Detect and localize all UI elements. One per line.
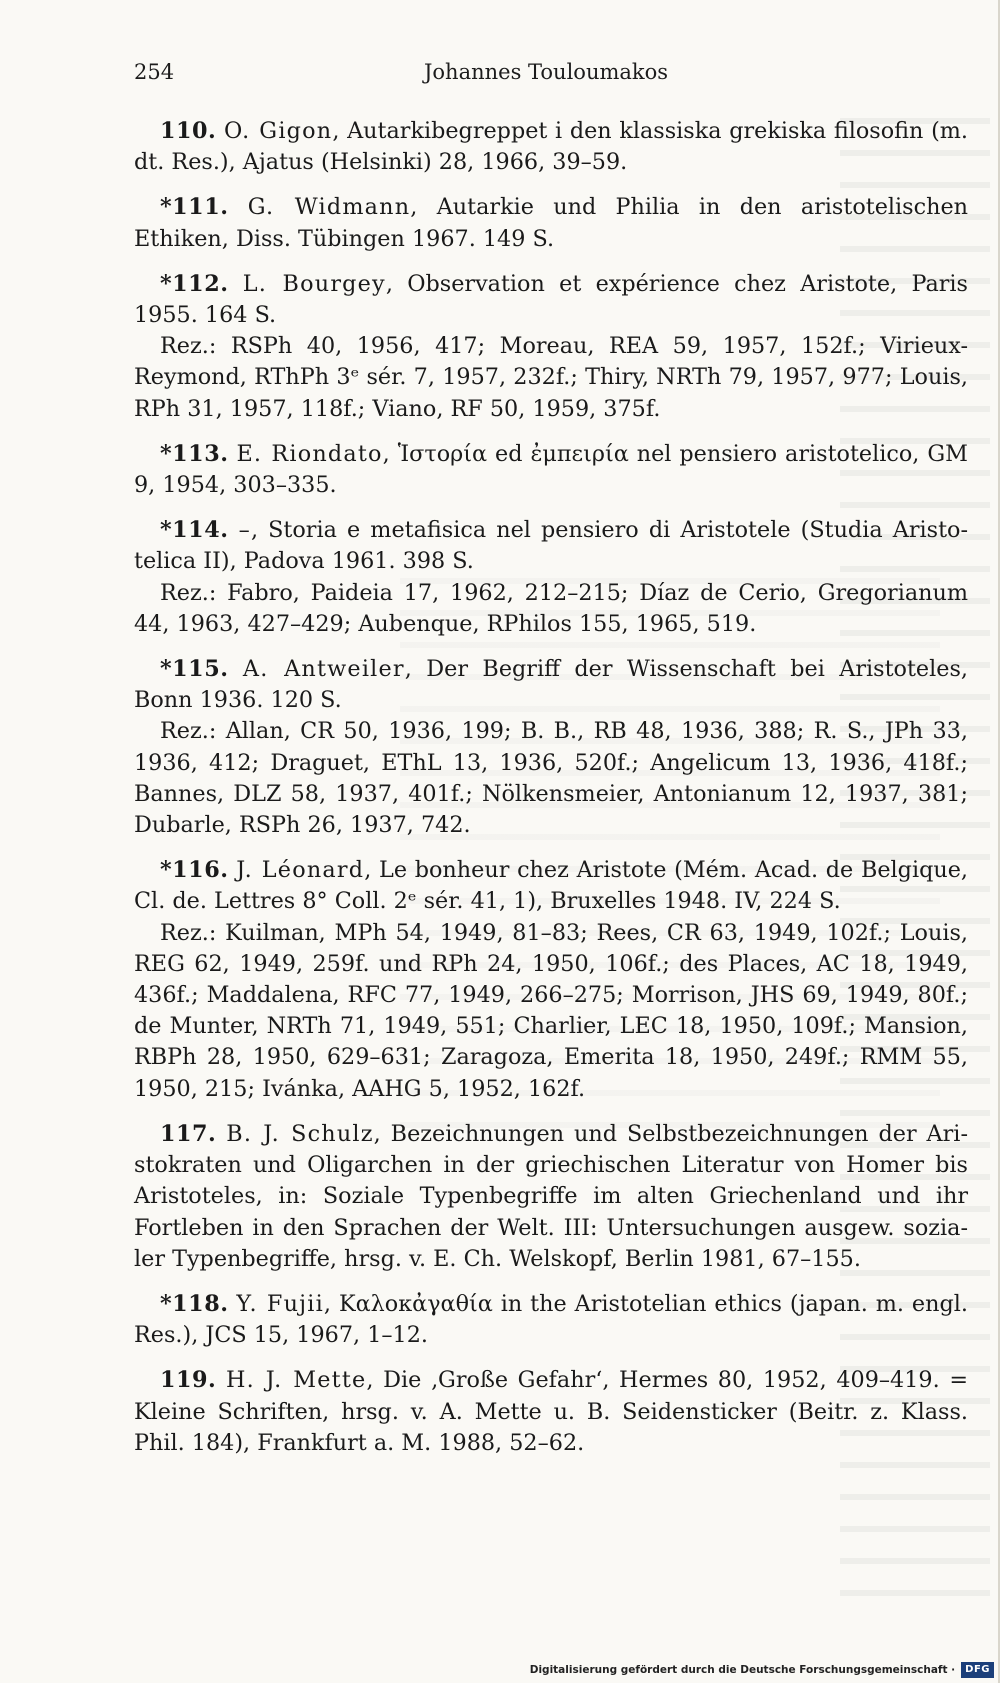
entry-citation (134, 269, 968, 331)
bibliography-entry (134, 1365, 968, 1459)
entry-text: , Storia e metafisica nel pensiero di Aristotele (Studia Aristotelica II), Padova 1961. 398 S. (134, 517, 969, 575)
entry-text: , Der Begriff der Wissenschaft bei Aristoteles, Bonn 1936. 120 S. (134, 656, 968, 714)
entry-number: 110. (160, 118, 217, 144)
entry-text: , Autarkibegreppet i den klassiska grekiska filosofin (m. dt. Res.), Ajatus (Helsinki) 28, 1966, 39–59. (134, 118, 968, 176)
entry-citation (134, 515, 968, 577)
entry-author: H. J. Mette (225, 1367, 367, 1394)
bibliography-list (134, 116, 968, 1473)
bibliography-entry (134, 116, 968, 178)
bibliography-entry (134, 1119, 968, 1275)
entry-author: Y. Fujii (236, 1290, 324, 1317)
entry-number: *116. (160, 857, 229, 884)
credit-text: Digitalisierung gefördert durch die Deutsche Forschungsgemeinschaft · (529, 1664, 956, 1676)
dfg-logo: DFG (961, 1662, 994, 1678)
entry-number: *114. (160, 517, 229, 544)
entry-review: Rez.: Fabro, Paideia 17, 1962, 212–215; Díaz de Cerio, Gregorianum 44, 1963, 427–429; Aubenque, RPhilos 155, 1965, 519. (134, 579, 968, 637)
entry-number: 117. (160, 1120, 217, 1147)
entry-review: Rez.: RSPh 40, 1956, 417; Moreau, REA 59, 1957, 152f.; Virieux-Reymond, RThPh 3ᵉ sér. 7, 1957, 232f.; Thiry, NRTh 79, 1957, 977; Louis, RPh 31, 1957, 118f.; Viano, RF 50, 1959, 375f. (134, 333, 968, 422)
entry-text: , Καλοκἀγαθία in the Aristotelian ethics (japan. m. engl. Res.), JCS 15, 1967, 1–12. (134, 1290, 968, 1349)
bibliography-entry (134, 269, 968, 425)
entry-author: O. Gigon (223, 118, 333, 144)
entry-citation (134, 1289, 968, 1351)
entry-number: *118. (160, 1290, 229, 1317)
entry-citation (134, 1119, 968, 1275)
entry-text: , Ἱστορία ed ἐμπειρία nel pensiero aristotelico, GM 9, 1954, 303–335. (134, 440, 968, 499)
entry-citation (134, 192, 968, 254)
bibliography-entry (134, 654, 968, 841)
entry-number: *113. (160, 440, 229, 467)
entry-author: A. Antweiler (242, 656, 405, 683)
page-header (134, 58, 968, 92)
entry-review: Rez.: Kuilman, MPh 54, 1949, 81–83; Rees, CR 63, 1949, 102f.; Louis, REG 62, 1949, 259f. und RPh 24, 1950, 106f.; des Places, AC 18, 1949, 436f.; Maddalena, RFC 77, 1949, 266–275; Morrison, JHS 69, 1949, 80f.; de Munter, NRTh 71, 1949, 551; Charlier, LEC 18, 1950, 109f.; Mansion, RBPh 28, 1950, 629–631; Zaragoza, Emerita 18, 1950, 249f.; RMM 55, 1950, 215; Ivánka, AAHG 5, 1952, 162f. (134, 919, 968, 1102)
entry-citation (134, 654, 968, 716)
bibliography-entry (134, 1289, 968, 1351)
entry-text: , Le bonheur chez Aristote (Mém. Acad. de Belgique, Cl. de. Lettres 8° Coll. 2ᵉ sér. 41, 1), Bruxelles 1948. IV, 224 S. (134, 857, 968, 915)
entry-number: *111. (160, 194, 229, 221)
entry-number: *112. (160, 270, 229, 297)
entry-text: , Bezeichnungen und Selbstbezeichnungen der Aristokraten und Oligarchen in der griechischen Literatur von Homer bis Aristoteles, in: Soziale Typenbegriffe im alten Griechenland und ihr Fortleben in den Sprachen der Welt. III: Untersuchungen ausgew. sozialer Typenbegriffe, hrsg. v. E. Ch. Welskopf, Berlin 1981, 67–155. (134, 1120, 968, 1272)
entry-number: 119. (160, 1367, 217, 1394)
entry-citation (134, 439, 968, 501)
entry-review: Rez.: Allan, CR 50, 1936, 199; B. B., RB 48, 1936, 388; R. S., JPh 33, 1936, 412; Draguet, EThL 13, 1936, 520f.; Angelicum 13, 1936, 418f.; Bannes, DLZ 58, 1937, 401f.; Nölkensmeier, Antonianum 12, 1937, 381; Dubarle, RSPh 26, 1937, 742. (134, 718, 968, 839)
entry-author: J. Léonard (236, 857, 365, 884)
entry-author: E. Riondato (236, 440, 383, 467)
entry-author: B. J. Schulz (226, 1120, 374, 1147)
bibliography-entry (134, 439, 968, 501)
entry-text: , Die ‚Große Gefahr‘, Hermes 80, 1952, 409–419. = Kleine Schriften, hrsg. v. A. Mette u. B. Seidensticker (Beitr. z. Klass. Phil. 184), Frankfurt a. M. 1988, 52–62. (134, 1367, 969, 1456)
entry-citation (134, 855, 968, 917)
digitization-credit (530, 1661, 994, 1679)
bibliography-entry (134, 192, 968, 254)
bibliography-entry (134, 855, 968, 1105)
entry-text: , Autarkie und Philia in den aristotelischen Ethiken, Diss. Tübingen 1967. 149 S. (134, 194, 969, 252)
entry-number: *115. (160, 656, 229, 683)
entry-author: L. Bourgey (242, 270, 386, 297)
running-head: Johannes Touloumakos (424, 60, 669, 84)
bibliography-entry (134, 515, 968, 640)
page-number: 254 (134, 60, 175, 84)
entry-citation (134, 116, 968, 178)
entry-text: , Observation et expérience chez Aristote, Paris 1955. 164 S. (134, 270, 968, 329)
entry-citation (134, 1365, 968, 1459)
entry-author: G. Widmann (247, 194, 411, 221)
entry-author: – (238, 517, 251, 544)
